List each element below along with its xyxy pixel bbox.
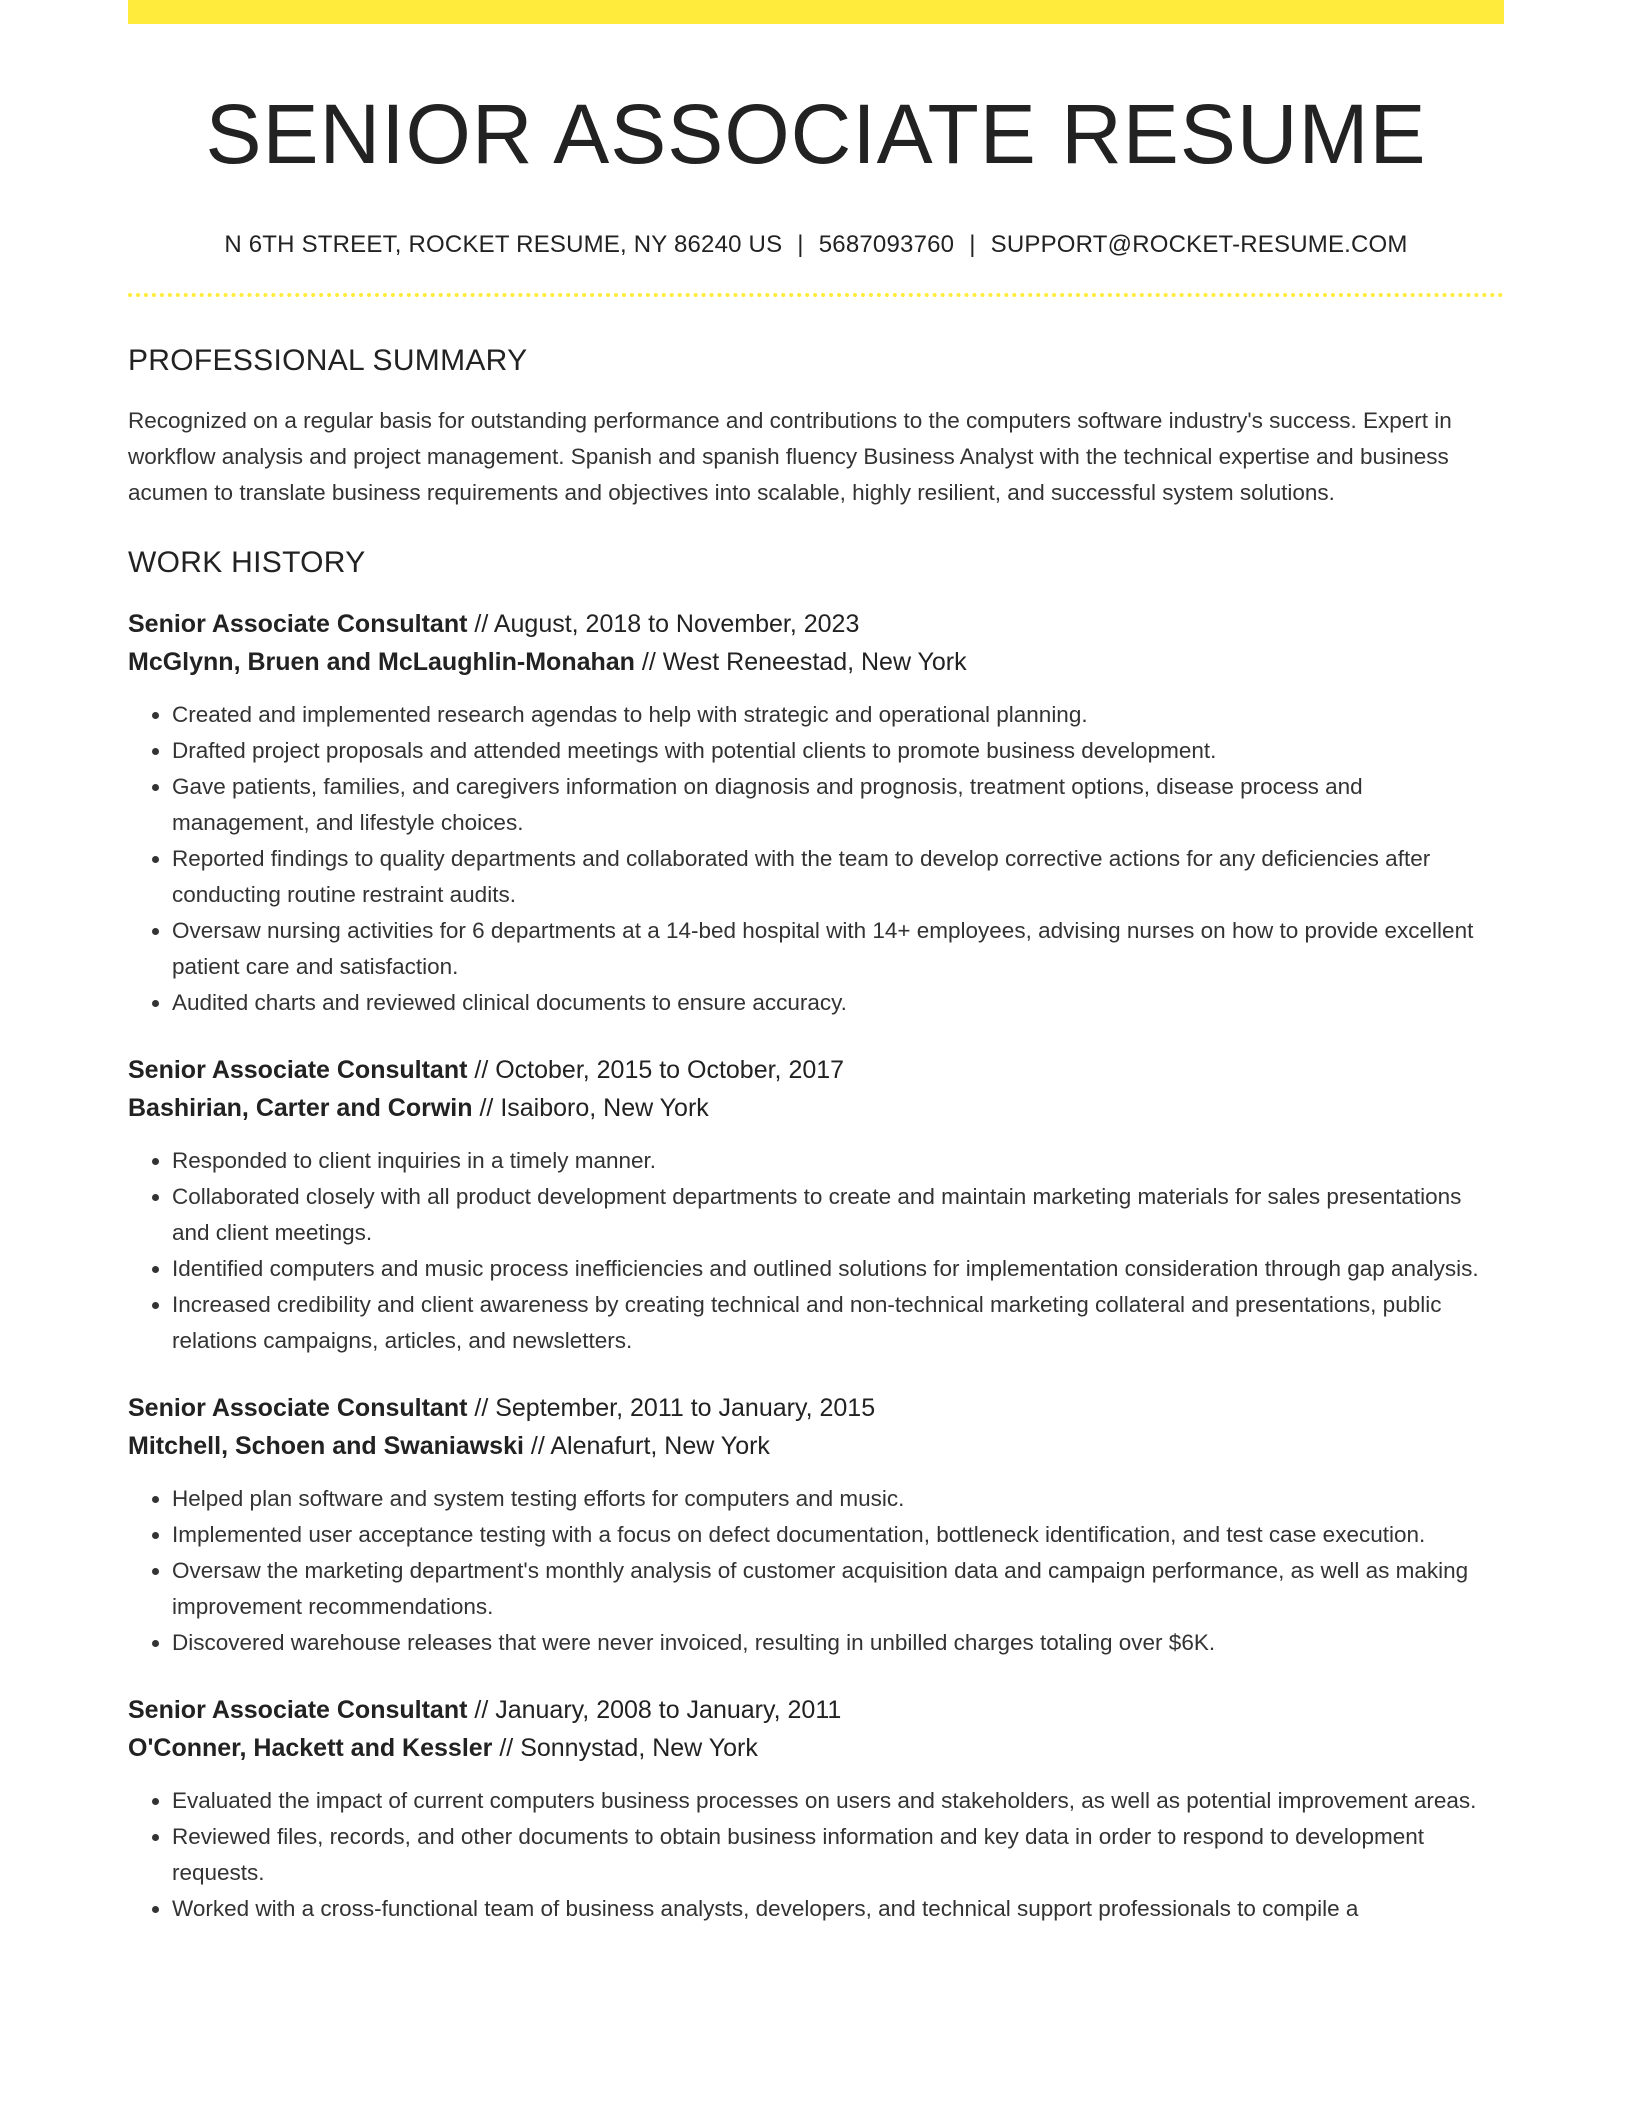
job-entry — [128, 605, 1504, 1021]
job-bullet: • Oversaw nursing activities for 6 departments at a 14-bed hospital with 14+ employees, advising nurses on how to provide excellent patient care and satisfaction. — [172, 913, 1504, 985]
job-bullet: • Oversaw the marketing department's monthly analysis of customer acquisition data and campaign performance, as well as making improvement recommendations. — [172, 1553, 1504, 1625]
job-entry — [128, 1051, 1504, 1359]
job-bullet: • Created and implemented research agendas to help with strategic and operational planning. — [172, 697, 1504, 733]
job-bullets — [128, 1481, 1504, 1661]
contact-line — [128, 231, 1504, 259]
job-company-line — [128, 1427, 1504, 1465]
job-bullet: • Worked with a cross-functional team of business analysts, developers, and technical support professionals to compile a — [172, 1891, 1504, 1927]
job-title: Senior Associate Consultant — [128, 1055, 468, 1084]
dotted-divider — [128, 293, 1504, 297]
job-bullet: • Collaborated closely with all product development departments to create and maintain marketing materials for sales presentations and client meetings. — [172, 1179, 1504, 1251]
job-title-line — [128, 1691, 1504, 1729]
job-bullet: • Reviewed files, records, and other documents to obtain business information and key data in order to respond to development requests. — [172, 1819, 1504, 1891]
contact-separator: | — [969, 230, 976, 258]
job-title-line — [128, 605, 1504, 643]
summary-text: Recognized on a regular basis for outstanding performance and contributions to the computers software industry's success. Expert in workflow analysis and project management. Spanish and spanish fluency Business Analyst with the technical expertise and business acumen to translate business requirements and objectives into scalable, highly resilient, and successful system solutions. — [128, 407, 1452, 505]
job-bullet: • Evaluated the impact of current computers business processes on users and stakeholders, as well as potential improvement areas. — [172, 1783, 1504, 1819]
top-accent-bar — [128, 0, 1504, 24]
job-dates: // August, 2018 to November, 2023 — [474, 609, 860, 638]
job-company: Bashirian, Carter and Corwin — [128, 1093, 473, 1122]
job-bullets — [128, 1783, 1504, 1927]
job-location: // Alenafurt, New York — [530, 1431, 770, 1460]
job-title: Senior Associate Consultant — [128, 609, 468, 638]
work-history-heading: WORK HISTORY — [128, 545, 366, 579]
contact-phone: 5687093760 — [818, 230, 955, 258]
job-location: // West Reneestad, New York — [641, 647, 967, 676]
job-bullet: • Audited charts and reviewed clinical documents to ensure accuracy. — [172, 985, 1504, 1021]
job-company: McGlynn, Bruen and McLaughlin-Monahan — [128, 647, 635, 676]
resume-page — [128, 0, 1504, 1927]
contact-separator: | — [797, 230, 804, 258]
contact-address: N 6TH STREET, ROCKET RESUME, NY 86240 US — [224, 230, 783, 258]
resume-title: SENIOR ASSOCIATE RESUME — [205, 87, 1427, 181]
job-bullet: • Implemented user acceptance testing with a focus on defect documentation, bottleneck identification, and test case execution. — [172, 1517, 1504, 1553]
job-bullets — [128, 1143, 1504, 1359]
job-bullet: • Helped plan software and system testing efforts for computers and music. — [172, 1481, 1504, 1517]
job-bullet: • Gave patients, families, and caregivers information on diagnosis and prognosis, treatment options, disease process and management, and lifestyle choices. — [172, 769, 1504, 841]
job-entry — [128, 1691, 1504, 1927]
job-title-line — [128, 1051, 1504, 1089]
job-bullet: • Drafted project proposals and attended meetings with potential clients to promote business development. — [172, 733, 1504, 769]
job-company: O'Conner, Hackett and Kessler — [128, 1733, 493, 1762]
job-dates: // January, 2008 to January, 2011 — [474, 1695, 842, 1724]
job-title: Senior Associate Consultant — [128, 1393, 468, 1422]
job-title: Senior Associate Consultant — [128, 1695, 468, 1724]
job-bullet: • Responded to client inquiries in a timely manner. — [172, 1143, 1504, 1179]
job-location: // Sonnystad, New York — [499, 1733, 758, 1762]
job-bullet: • Identified computers and music process inefficiencies and outlined solutions for implementation consideration through gap analysis. — [172, 1251, 1504, 1287]
job-location: // Isaiboro, New York — [479, 1093, 709, 1122]
job-bullets — [128, 697, 1504, 1021]
contact-email: SUPPORT@ROCKET-RESUME.COM — [990, 230, 1408, 258]
job-entry — [128, 1389, 1504, 1661]
job-company-line — [128, 1729, 1504, 1767]
job-company-line — [128, 1089, 1504, 1127]
job-bullet: • Reported findings to quality departments and collaborated with the team to develop corrective actions for any deficiencies after conducting routine restraint audits. — [172, 841, 1504, 913]
job-company: Mitchell, Schoen and Swaniawski — [128, 1431, 524, 1460]
job-dates: // October, 2015 to October, 2017 — [474, 1055, 845, 1084]
job-company-line — [128, 643, 1504, 681]
job-dates: // September, 2011 to January, 2015 — [474, 1393, 876, 1422]
job-title-line — [128, 1389, 1504, 1427]
summary-heading: PROFESSIONAL SUMMARY — [128, 343, 528, 377]
job-bullet: • Increased credibility and client awareness by creating technical and non-technical marketing collateral and presentations, public relations campaigns, articles, and newsletters. — [172, 1287, 1504, 1359]
job-bullet: • Discovered warehouse releases that were never invoiced, resulting in unbilled charges totaling over $6K. — [172, 1625, 1504, 1661]
